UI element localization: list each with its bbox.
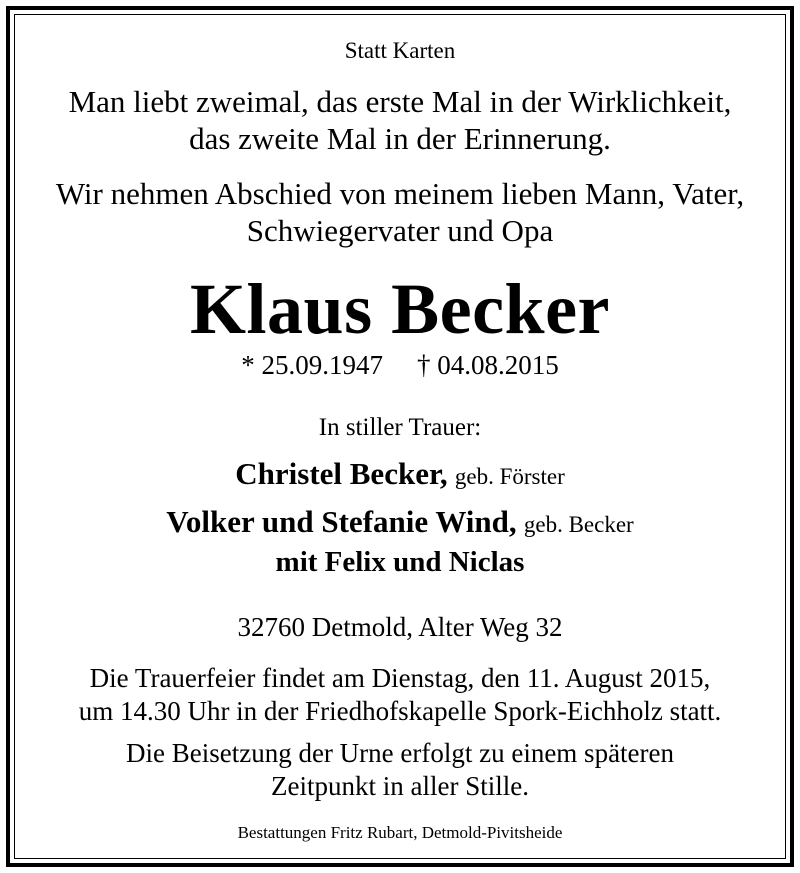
family-member-name: Volker und Stefanie Wind, [166, 504, 517, 539]
maiden-name: geb. Förster [454, 464, 565, 489]
ceremony-line-1: Die Trauerfeier findet am Dienstag, den 11. August 2015, [89, 663, 711, 693]
intro-line-2: Schwiegervater und Opa [246, 213, 554, 248]
family-member-1 [0, 456, 800, 492]
birth-date: * 25.09.1947 [241, 350, 383, 380]
notice-heading: Statt Karten [344, 38, 456, 63]
family-member-name: Christel Becker, [235, 456, 448, 491]
ceremony-line-2: um 14.30 Uhr in der Friedhofskapelle Spork-Eichholz statt. [78, 696, 722, 726]
quote-line-2: das zweite Mal in der Erinnerung. [189, 121, 611, 156]
death-date: † 04.08.2015 [417, 350, 559, 380]
address: 32760 Detmold, Alter Weg 32 [237, 612, 563, 642]
mourning-label: In stiller Trauer: [318, 414, 482, 441]
family-member-2 [0, 504, 800, 540]
urn-line-1: Die Beisetzung der Urne erfolgt zu einem späteren [125, 738, 675, 768]
quote-line-1: Man liebt zweimal, das erste Mal in der Wirklichkeit, [68, 84, 732, 119]
intro-line-1: Wir nehmen Abschied von meinem lieben Mann, Vater, [55, 176, 745, 211]
deceased-name: Klaus Becker [190, 269, 610, 349]
life-dates [0, 350, 800, 381]
maiden-name: geb. Becker [523, 512, 634, 537]
urn-line-2: Zeitpunkt in aller Stille. [271, 771, 529, 801]
undertaker: Bestattungen Fritz Rubart, Detmold-Pivitsheide [237, 823, 563, 842]
grandchildren: mit Felix und Niclas [275, 546, 525, 578]
